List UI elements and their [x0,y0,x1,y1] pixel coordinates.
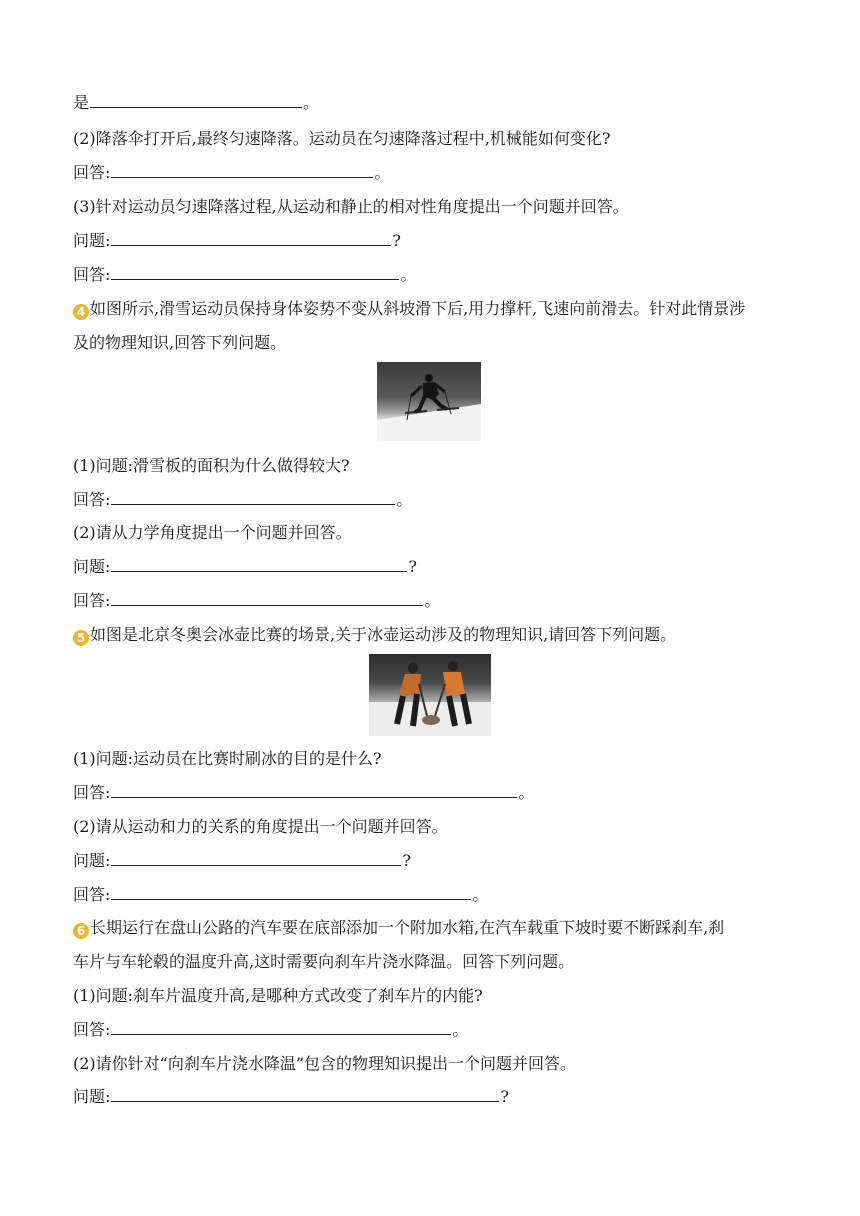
sub-question: (2)降落伞打开后,最终匀速降落。运动员在匀速降落过程中,机械能如何变化? [73,129,611,148]
line-prefix: 问题: [73,557,111,576]
answer-line [73,93,319,113]
question-number-badge: 6 [73,923,89,939]
sub-question: (1)问题:滑雪板的面积为什么做得较大? [73,456,350,475]
line-end: ? [392,231,401,250]
sub-question: (2)请从力学角度提出一个问题并回答。 [73,523,352,542]
line-prefix: 回答: [73,490,111,509]
question-text-cont: 及的物理知识,回答下列问题。 [73,333,287,352]
answer-blank[interactable] [111,885,471,900]
sub-question: (2)请你针对“向刹车片浇水降温”包含的物理知识提出一个问题并回答。 [73,1054,577,1073]
line-end: ? [408,557,417,576]
answer-blank[interactable] [111,1087,499,1102]
skier-illustration [377,362,481,441]
sub-question: (3)针对运动员匀速降落过程,从运动和静止的相对性角度提出一个问题并回答。 [73,197,629,216]
question-text: 如图所示,滑雪运动员保持身体姿势不变从斜坡滑下后,用力撑杆,飞速向前滑去。针对此情景涉 [90,299,746,318]
curling-photo [369,654,491,736]
question-line [73,851,411,871]
line-prefix: 问题: [73,231,111,250]
question-text-cont: 车片与车轮毂的温度升高,这时需要向刹车片浇水降温。回答下列问题。 [73,952,575,971]
line-end: 。 [452,1020,469,1039]
question-text: 长期运行在盘山公路的汽车要在底部添加一个附加水箱,在汽车载重下坡时要不断踩刹车,刹 [90,918,725,937]
line-end: 。 [400,265,417,284]
answer-blank[interactable] [111,231,391,246]
answer-blank[interactable] [111,265,399,280]
line-end: 。 [518,783,535,802]
line-end: ? [500,1087,509,1106]
line-end: 。 [396,490,413,509]
answer-line [73,591,440,611]
answer-line [73,490,412,510]
line-prefix: 是 [73,93,90,112]
answer-blank[interactable] [111,163,373,178]
answer-blank[interactable] [111,851,401,866]
answer-line [73,783,534,803]
line-prefix: 回答: [73,163,111,182]
question-number-badge: 5 [73,630,89,646]
line-prefix: 回答: [73,885,111,904]
answer-line [73,265,416,285]
line-end: ? [402,851,411,870]
question-line [73,231,401,251]
skier-photo [377,362,481,441]
question-6-stem [73,918,724,939]
answer-blank[interactable] [111,557,407,572]
line-prefix: 回答: [73,265,111,284]
question-4-stem [73,299,745,320]
answer-blank[interactable] [111,783,517,798]
curling-illustration [369,654,491,736]
line-prefix: 回答: [73,591,111,610]
line-prefix: 回答: [73,1020,111,1039]
answer-blank[interactable] [111,490,395,505]
answer-line [73,885,488,905]
answer-blank[interactable] [111,591,423,606]
line-end: 。 [303,93,320,112]
answer-blank[interactable] [111,1020,451,1035]
question-5-stem [73,625,676,646]
question-line [73,1087,509,1107]
answer-line [73,163,390,183]
line-prefix: 问题: [73,1087,111,1106]
sub-question: (1)问题:刹车片温度升高,是哪种方式改变了刹车片的内能? [73,986,483,1005]
line-prefix: 问题: [73,851,111,870]
answer-line [73,1020,468,1040]
line-prefix: 回答: [73,783,111,802]
question-number-badge: 4 [73,304,89,320]
line-end: 。 [472,885,489,904]
answer-blank[interactable] [90,93,302,108]
line-end: 。 [374,163,391,182]
sub-question: (2)请从运动和力的关系的角度提出一个问题并回答。 [73,817,448,836]
question-text: 如图是北京冬奥会冰壶比赛的场景,关于冰壶运动涉及的物理知识,请回答下列问题。 [90,625,677,644]
sub-question: (1)问题:运动员在比赛时刷冰的目的是什么? [73,749,382,768]
question-line [73,557,417,577]
line-end: 。 [424,591,441,610]
